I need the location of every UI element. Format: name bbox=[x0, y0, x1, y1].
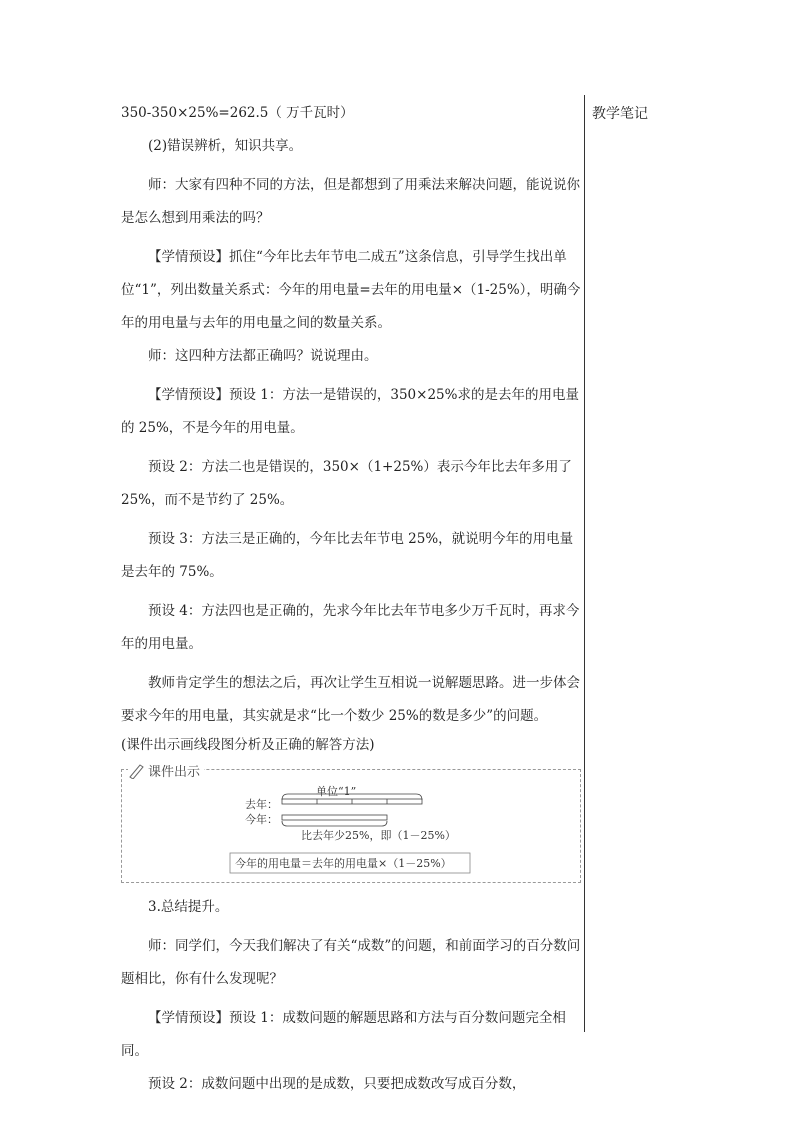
courseware-tab-label: 课件出示 bbox=[148, 765, 201, 780]
teacher-affirm: 教师肯定学生的想法之后，再次让学生互相说一说解题思路。进一步体会要求今年的用电量，其实就是求“比一个数少 25%的数是多少”的问题。 bbox=[121, 675, 580, 724]
preset-tag: 【学情预设】 bbox=[148, 249, 229, 265]
teaching-notes-title: 教学笔记 bbox=[592, 106, 648, 122]
this-year-label: 今年： bbox=[245, 813, 278, 826]
lesson-body bbox=[121, 103, 581, 1094]
notes-column-divider bbox=[584, 95, 585, 1032]
last-year-label: 去年： bbox=[245, 798, 278, 811]
preset-last-1-text: 预设 1：成数问题的解题思路和方法与百分数问题完全相同。 bbox=[121, 1010, 566, 1059]
less-label: 比去年少25%，即（1－25%） bbox=[301, 829, 456, 842]
courseware-tab bbox=[128, 761, 204, 780]
preset-tag: 【学情预设】 bbox=[148, 387, 229, 403]
section-heading-3: 3.总结提升。 bbox=[148, 899, 229, 915]
courseware-panel bbox=[121, 765, 581, 883]
preset-4: 预设 4：方法四也是正确的，先求今年比去年节电多少万千瓦时，再求今年的用电量。 bbox=[121, 603, 580, 652]
preset-last-1 bbox=[121, 1002, 581, 1068]
unit-label: 单位“1” bbox=[316, 785, 357, 798]
line-segment-diagram bbox=[122, 770, 580, 882]
teacher-question-1: 师：大家有四种不同的方法，但是都想到了用乘法来解决问题，能说说你是怎么想到用乘法的吗？ bbox=[121, 177, 580, 226]
preset-last-2: 预设 2：成数问题中出现的是成数，只要把成数改写成百分数， bbox=[148, 1076, 526, 1092]
preset-tag: 【学情预设】 bbox=[148, 1010, 229, 1026]
pencil-icon bbox=[128, 763, 146, 779]
this-year-brace bbox=[282, 821, 387, 826]
preset-1 bbox=[121, 379, 581, 445]
preset-main-text: 抓住“今年比去年节电二成五”这条信息，引导学生找出单位“1”，列出数量关系式：今年的用电量=去年的用电量×（1-25%），明确今年的用电量与去年的用电量之间的数量关系。 bbox=[121, 249, 581, 331]
preset-3: 预设 3：方法三是正确的，今年比去年节电 25%，就说明今年的用电量是去年的 75%。 bbox=[121, 531, 574, 580]
preset-2: 预设 2：方法二也是错误的，350×（1+25%）表示今年比去年多用了 25%，而不是节约了 25%。 bbox=[121, 459, 572, 508]
calc-line: 350-350×25%=262.5（ 万千瓦时） bbox=[121, 105, 354, 121]
this-year-bar bbox=[282, 815, 387, 820]
courseware-note: (课件出示画线段图分析及正确的解答方法) bbox=[121, 737, 375, 753]
preset-main bbox=[121, 241, 581, 340]
preset-1-text: 预设 1：方法一是错误的，350×25%求的是去年的用电量的 25%，不是今年的用电量。 bbox=[121, 387, 579, 436]
teacher-question-3: 师：同学们，今天我们解决了有关“成数”的问题，和前面学习的百分数问题相比，你有什么发现呢？ bbox=[121, 938, 581, 987]
teacher-question-2: 师：这四种方法都正确吗？说说理由。 bbox=[148, 348, 378, 364]
formula-text: 今年的用电量＝去年的用电量×（1－25%） bbox=[235, 857, 452, 870]
section-heading-2: (2)错误辨析，知识共享。 bbox=[148, 138, 303, 154]
